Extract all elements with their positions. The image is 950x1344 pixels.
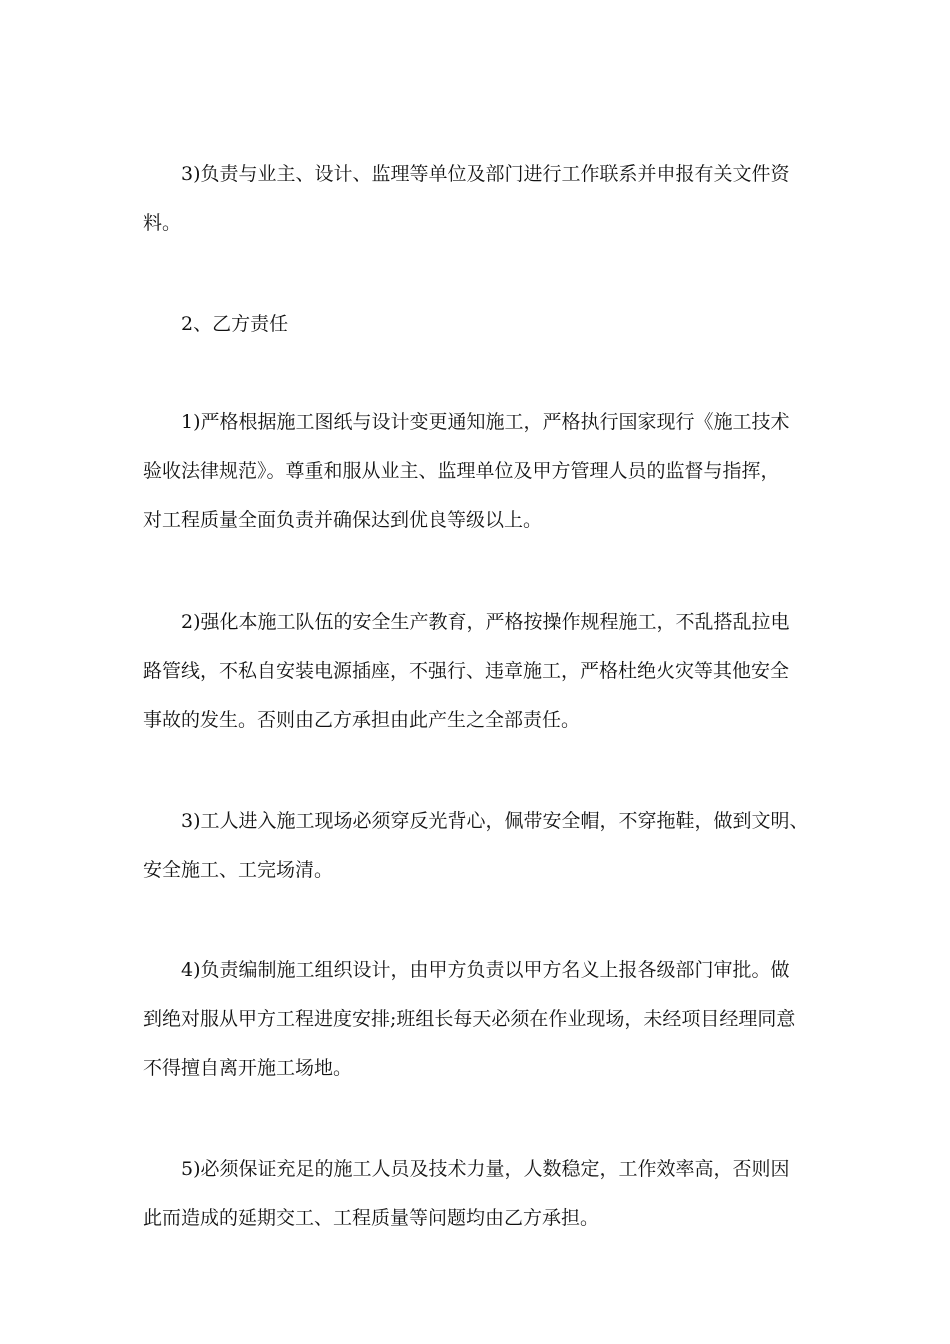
section-heading-party-b-responsibility — [143, 300, 833, 349]
paragraph-yi-duty-3 — [143, 797, 833, 895]
paragraph-line: 3)负责与业主、设计、监理等单位及部门进行工作联系并申报有关文件资 — [181, 163, 790, 185]
paragraph-line: 不得擅自离开施工场地。 — [143, 1057, 353, 1079]
paragraph-yi-duty-5 — [143, 1145, 833, 1243]
paragraph-line: 验收法律规范》。尊重和服从业主、监理单位及甲方管理人员的监督与指挥， — [143, 460, 780, 482]
paragraph-yi-duty-2 — [143, 598, 833, 745]
paragraph-line: 此而造成的延期交工、工程质量等问题均由乙方承担。 — [143, 1207, 600, 1229]
paragraph-line: 事故的发生。否则由乙方承担由此产生之全部责任。 — [143, 709, 581, 731]
paragraph-line: 5)必须保证充足的施工人员及技术力量，人数稳定，工作效率高，否则因 — [181, 1158, 790, 1180]
paragraph-line: 路管线，不私自安装电源插座，不强行、违章施工，严格杜绝火灾等其他安全 — [143, 660, 790, 682]
paragraph-line: 1)严格根据施工图纸与设计变更通知施工，严格执行国家现行《施工技术 — [181, 411, 790, 433]
heading-line: 2、乙方责任 — [181, 313, 289, 335]
paragraph-line: 安全施工、工完场清。 — [143, 859, 334, 881]
paragraph-line: 到绝对服从甲方工程进度安排;班组长每天必须在作业现场，未经项目经理同意 — [143, 1008, 796, 1030]
paragraph-line: 3)工人进入施工现场必须穿反光背心，佩带安全帽，不穿拖鞋，做到文明、 — [181, 810, 809, 832]
paragraph-yi-duty-1 — [143, 398, 833, 545]
paragraph-yi-duty-4 — [143, 946, 833, 1093]
paragraph-jia-duty-3 — [143, 150, 833, 248]
paragraph-line: 4)负责编制施工组织设计，由甲方负责以甲方名义上报各级部门审批。做 — [181, 959, 790, 981]
paragraph-line: 料。 — [143, 212, 182, 234]
paragraph-line: 对工程质量全面负责并确保达到优良等级以上。 — [143, 509, 543, 531]
paragraph-line: 2)强化本施工队伍的安全生产教育，严格按操作规程施工，不乱搭乱拉电 — [181, 611, 790, 633]
